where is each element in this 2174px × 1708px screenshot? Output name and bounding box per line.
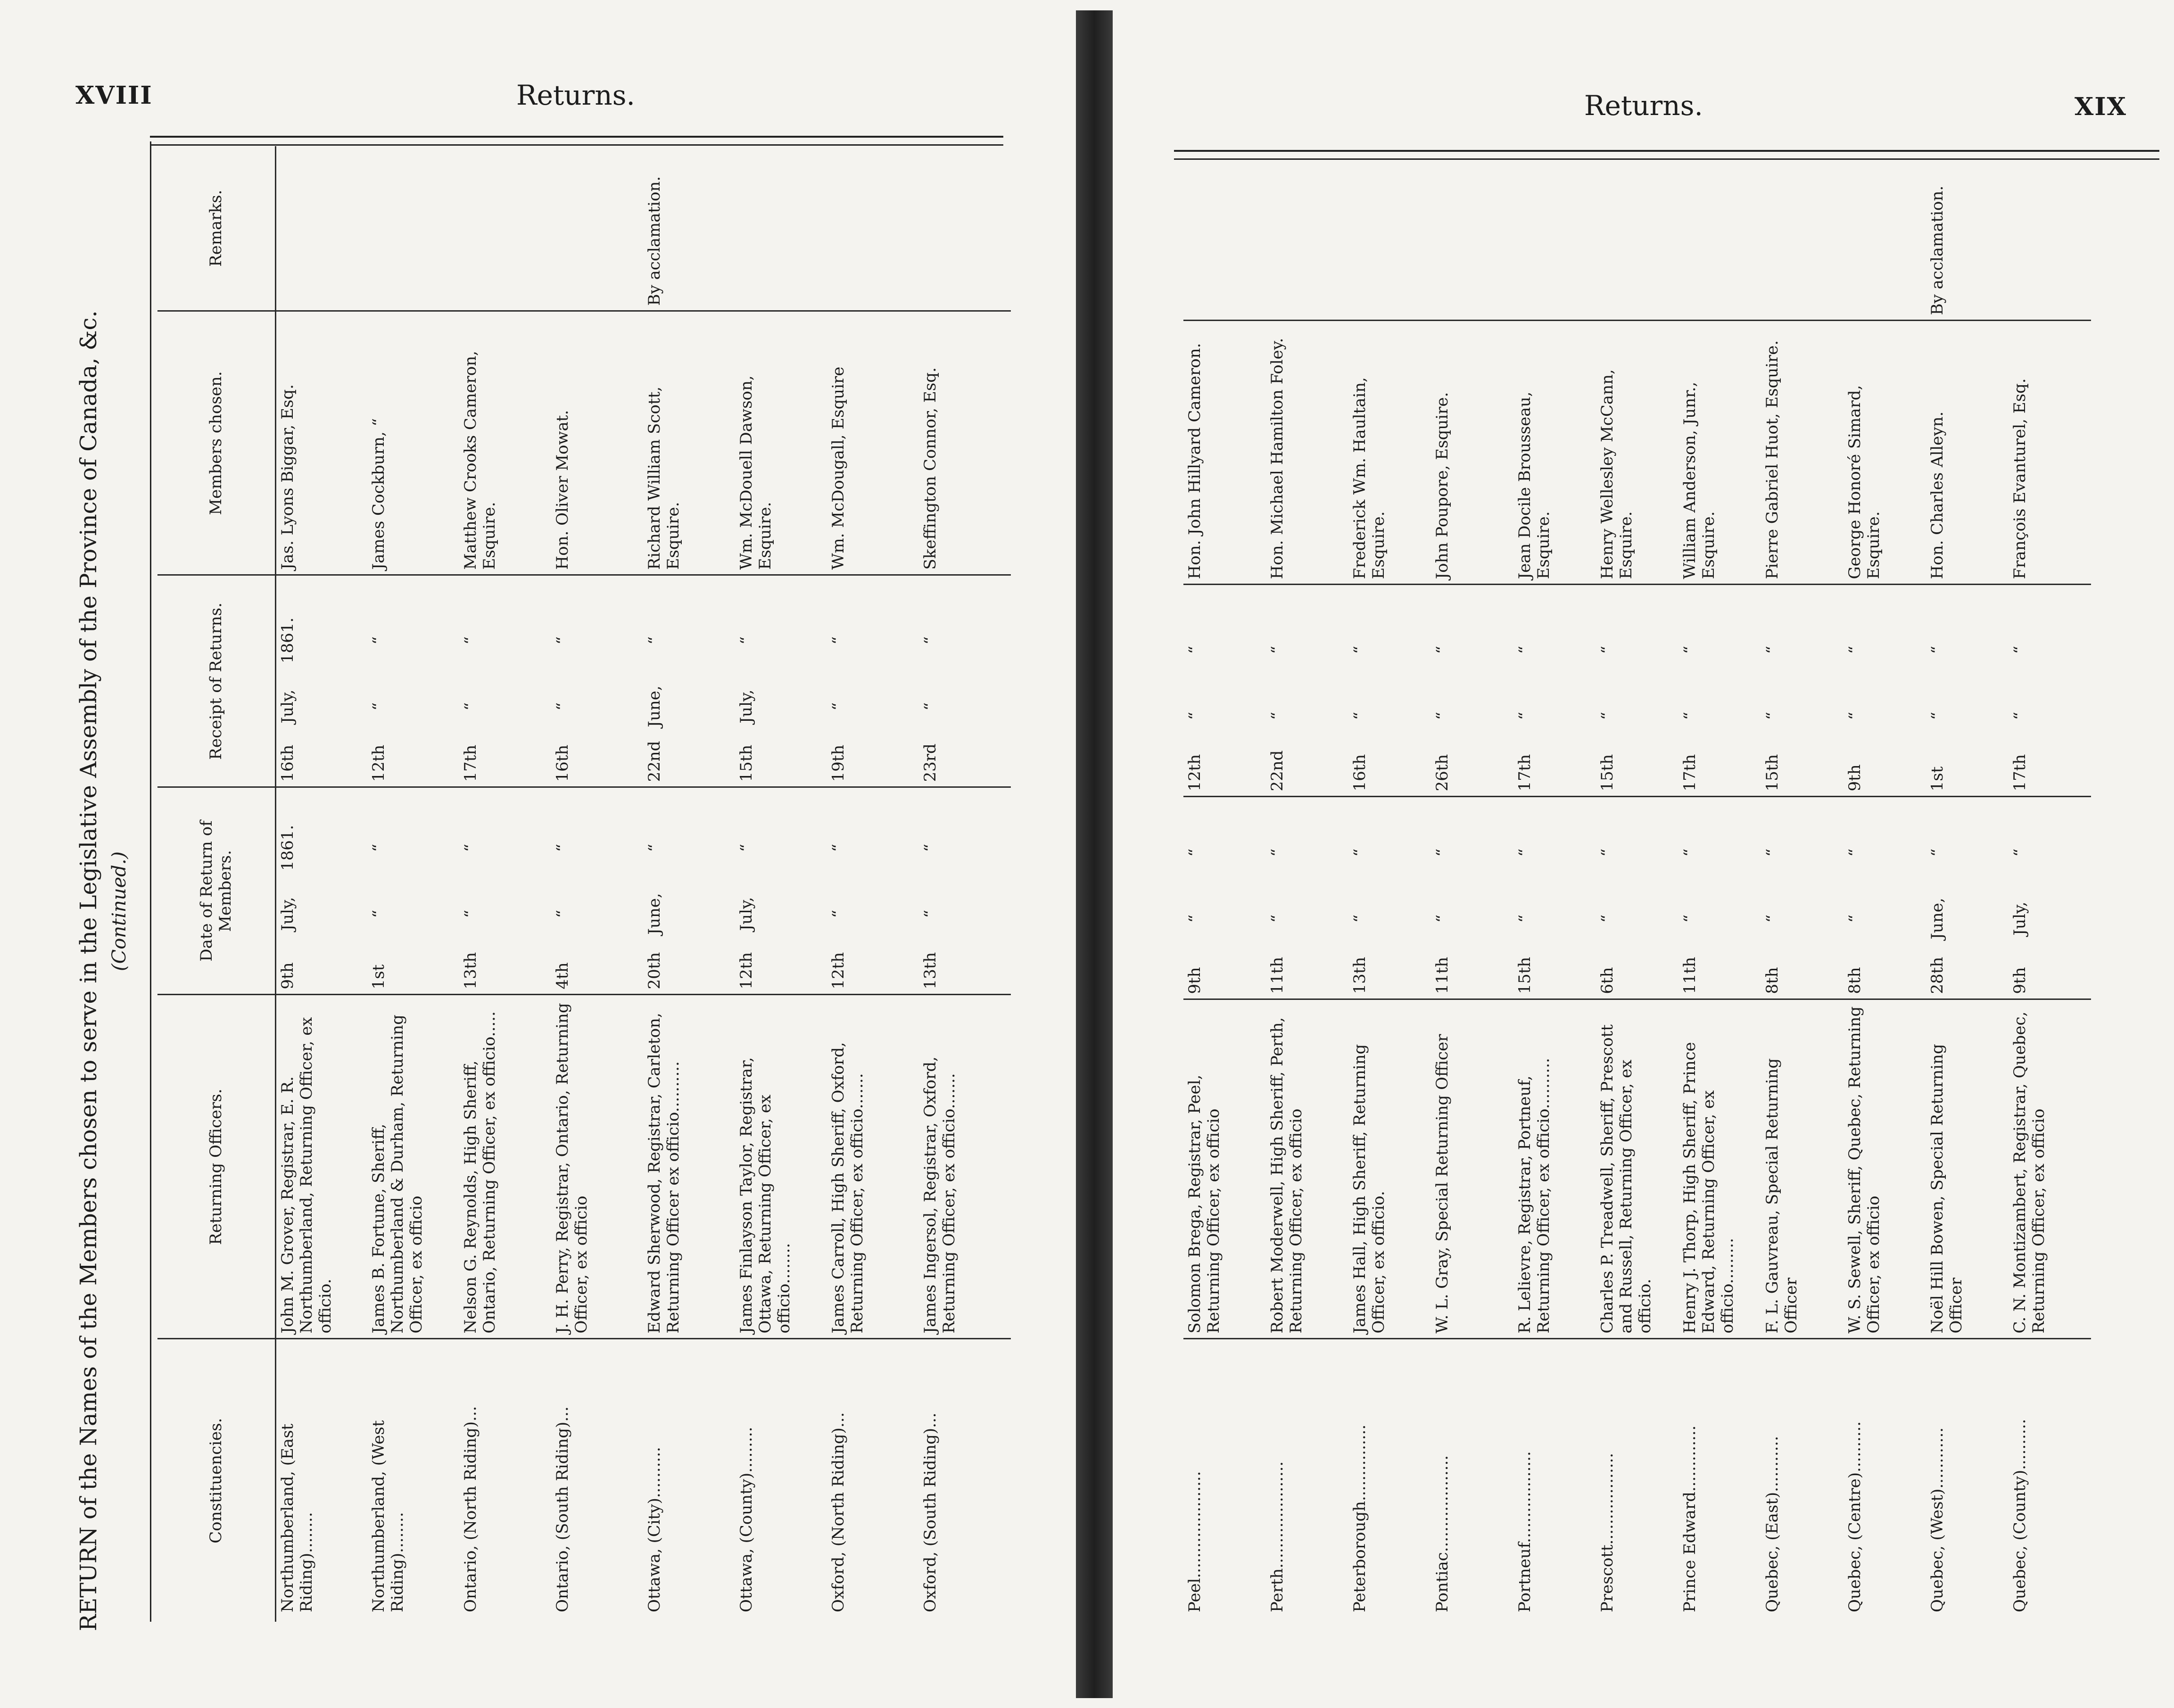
returning-officer-cell: Robert Moderwell, High Sheriff, Perth, Returning Officer, ex officio bbox=[1266, 999, 1348, 1339]
receipt-day: 26th bbox=[1433, 754, 1452, 792]
return-day: 6th bbox=[1598, 967, 1617, 994]
date-of-return-cell bbox=[459, 787, 551, 995]
receipt-day: 17th bbox=[2010, 754, 2029, 792]
return-month: “ bbox=[461, 909, 480, 918]
remarks-cell bbox=[551, 146, 643, 311]
receipt-day: 12th bbox=[369, 744, 388, 782]
page-number-left: XVIII bbox=[75, 81, 153, 110]
receipt-of-returns-cell bbox=[919, 575, 1011, 787]
receipt-day: 15th bbox=[1598, 754, 1617, 792]
receipt-day: 22nd bbox=[1268, 750, 1287, 792]
receipt-of-returns-cell bbox=[735, 575, 827, 787]
receipt-year: “ bbox=[645, 636, 664, 645]
return-month: “ bbox=[1515, 914, 1534, 923]
return-day: 28th bbox=[1928, 957, 1947, 994]
return-month: July, bbox=[737, 897, 756, 931]
constituency-cell: Quebec, (Centre).......... bbox=[1843, 1339, 1926, 1622]
table-row bbox=[459, 146, 551, 1622]
date-of-return-cell bbox=[1678, 797, 1761, 999]
returning-officer-cell: C. N. Montizambert, Registrar, Quebec, Returning Officer, ex officio bbox=[2009, 999, 2091, 1339]
return-day: 9th bbox=[1185, 967, 1204, 994]
header-remarks: Remarks. bbox=[157, 146, 275, 311]
remarks-cell bbox=[1761, 160, 1843, 321]
return-month: “ bbox=[553, 909, 572, 918]
return-year: “ bbox=[553, 843, 572, 852]
receipt-day: 9th bbox=[1845, 764, 1864, 792]
constituency-cell: Portneuf.................. bbox=[1513, 1339, 1596, 1622]
receipt-year: “ bbox=[1350, 645, 1369, 654]
date-of-return-cell bbox=[735, 787, 827, 995]
remarks-cell bbox=[275, 146, 367, 311]
receipt-month: “ bbox=[2010, 711, 2029, 720]
returning-officer-cell: John M. Grover, Registrar, E. R. Northumberland, Returning Officer, ex officio. bbox=[275, 995, 367, 1339]
constituency-cell: Perth..................... bbox=[1266, 1339, 1348, 1622]
member-chosen-cell: Hon. John Hillyard Cameron. bbox=[1183, 321, 1266, 585]
receipt-day: 19th bbox=[829, 744, 848, 782]
returning-officer-cell: Noël Hill Bowen, Special Returning Officer bbox=[1926, 999, 2009, 1339]
member-chosen-cell: François Evanturel, Esq. bbox=[2009, 321, 2091, 585]
receipt-of-returns-cell bbox=[827, 575, 919, 787]
table-row bbox=[551, 146, 643, 1622]
receipt-month: “ bbox=[1515, 711, 1534, 720]
return-day: 13th bbox=[461, 952, 480, 990]
return-month: “ bbox=[1598, 914, 1617, 923]
returning-officer-cell: James Hall, High Sheriff, Returning Officer, ex officio. bbox=[1348, 999, 1431, 1339]
returns-table-right bbox=[1183, 160, 2091, 1622]
rule-top-right bbox=[1174, 150, 2159, 160]
receipt-month: “ bbox=[1433, 711, 1452, 720]
member-chosen-cell: James Cockburn, “ bbox=[367, 311, 459, 575]
return-day: 9th bbox=[2010, 967, 2029, 994]
returning-officer-cell: R. Lelievre, Registrar, Portneuf, Returning Officer, ex officio.......... bbox=[1513, 999, 1596, 1339]
remarks-cell bbox=[919, 146, 1011, 311]
receipt-month: “ bbox=[461, 702, 480, 711]
table-row bbox=[367, 146, 459, 1622]
member-chosen-cell: George Honoré Simard, Esquire. bbox=[1843, 321, 1926, 585]
receipt-day: 16th bbox=[553, 744, 572, 782]
constituency-cell: Quebec, (West)............ bbox=[1926, 1339, 2009, 1622]
date-of-return-cell bbox=[643, 787, 735, 995]
receipt-month: July, bbox=[737, 689, 756, 724]
receipt-year: “ bbox=[1185, 645, 1204, 654]
return-year: “ bbox=[1185, 848, 1204, 857]
running-head-left: Returns. bbox=[516, 79, 635, 111]
receipt-of-returns-cell bbox=[643, 575, 735, 787]
return-day: 8th bbox=[1763, 967, 1782, 994]
receipt-month: “ bbox=[829, 702, 848, 711]
receipt-day: 17th bbox=[1680, 754, 1699, 792]
remarks-cell bbox=[827, 146, 919, 311]
return-month: July, bbox=[2010, 901, 2029, 936]
return-year: 1861. bbox=[278, 825, 297, 871]
table-row bbox=[1761, 160, 1843, 1622]
receipt-year: “ bbox=[1598, 645, 1617, 654]
remarks-cell bbox=[1266, 160, 1348, 321]
return-month: “ bbox=[921, 909, 940, 918]
returning-officer-cell: J. H. Perry, Registrar, Ontario, Returning Officer, ex officio bbox=[551, 995, 643, 1339]
return-day: 15th bbox=[1515, 957, 1534, 994]
member-chosen-cell: John Poupore, Esquire. bbox=[1431, 321, 1513, 585]
date-of-return-cell bbox=[919, 787, 1011, 995]
receipt-of-returns-cell bbox=[1513, 585, 1596, 797]
remarks-cell bbox=[1431, 160, 1513, 321]
constituency-cell: Northumberland, (East Riding)........ bbox=[275, 1339, 367, 1622]
header-receipt-of-returns: Receipt of Returns. bbox=[157, 575, 275, 787]
receipt-day: 15th bbox=[1763, 754, 1782, 792]
returning-officer-cell: James Carroll, High Sheriff, Oxford, Returning Officer, ex officio....... bbox=[827, 995, 919, 1339]
member-chosen-cell: William Anderson, Junr., Esquire. bbox=[1678, 321, 1761, 585]
date-of-return-cell bbox=[1183, 797, 1266, 999]
remarks-cell bbox=[2009, 160, 2091, 321]
receipt-month: “ bbox=[369, 702, 388, 711]
returning-officer-cell: Solomon Brega, Registrar, Peel, Returning Officer, ex officio bbox=[1183, 999, 1266, 1339]
receipt-year: “ bbox=[1845, 645, 1864, 654]
return-year: “ bbox=[461, 843, 480, 852]
return-year: “ bbox=[1350, 848, 1369, 857]
return-year: “ bbox=[2010, 848, 2029, 857]
receipt-year: “ bbox=[1268, 645, 1287, 654]
table-row bbox=[1183, 160, 1266, 1622]
return-day: 9th bbox=[278, 962, 297, 990]
receipt-year: 1861. bbox=[278, 617, 297, 664]
member-chosen-cell: Skeffington Connor, Esq. bbox=[919, 311, 1011, 575]
header-constituencies: Constituencies. bbox=[157, 1339, 275, 1622]
date-of-return-cell bbox=[1843, 797, 1926, 999]
table-row bbox=[1348, 160, 1431, 1622]
return-day: 1st bbox=[369, 964, 388, 990]
receipt-year: “ bbox=[829, 636, 848, 645]
receipt-of-returns-cell bbox=[367, 575, 459, 787]
returning-officer-cell: Nelson G. Reynolds, High Sheriff, Ontario, Returning Officer, ex officio..... bbox=[459, 995, 551, 1339]
date-of-return-cell bbox=[551, 787, 643, 995]
receipt-of-returns-cell bbox=[1431, 585, 1513, 797]
remarks-cell bbox=[367, 146, 459, 311]
returning-officer-cell: James Ingersol, Registrar, Oxford, Returning Officer, ex officio....... bbox=[919, 995, 1011, 1339]
return-month: “ bbox=[1433, 914, 1452, 923]
receipt-year: “ bbox=[1433, 645, 1452, 654]
return-year: “ bbox=[829, 843, 848, 852]
running-head-right: Returns. bbox=[1584, 90, 1703, 122]
receipt-day: 16th bbox=[278, 744, 297, 782]
receipt-year: “ bbox=[1515, 645, 1534, 654]
receipt-of-returns-cell bbox=[1596, 585, 1678, 797]
return-year: “ bbox=[1598, 848, 1617, 857]
table-row bbox=[275, 146, 367, 1622]
receipt-month: “ bbox=[1928, 711, 1947, 720]
table-row bbox=[1678, 160, 1761, 1622]
receipt-year: “ bbox=[737, 636, 756, 645]
table-row bbox=[1513, 160, 1596, 1622]
member-chosen-cell: Hon. Oliver Mowat. bbox=[551, 311, 643, 575]
receipt-day: 22nd bbox=[645, 741, 664, 782]
return-year: “ bbox=[369, 843, 388, 852]
receipt-month: “ bbox=[1350, 711, 1369, 720]
header-returning-officers: Returning Officers. bbox=[157, 995, 275, 1339]
date-of-return-cell bbox=[1761, 797, 1843, 999]
table-row bbox=[735, 146, 827, 1622]
returning-officer-cell: W. L. Gray, Special Returning Officer bbox=[1431, 999, 1513, 1339]
return-month: “ bbox=[1268, 914, 1287, 923]
receipt-of-returns-cell bbox=[459, 575, 551, 787]
receipt-day: 17th bbox=[1515, 754, 1534, 792]
constituency-cell: Ontario, (South Riding)... bbox=[551, 1339, 643, 1622]
table-row bbox=[1266, 160, 1348, 1622]
constituency-cell: Quebec, (East)........... bbox=[1761, 1339, 1843, 1622]
receipt-month: “ bbox=[553, 702, 572, 711]
return-year: “ bbox=[1845, 848, 1864, 857]
returning-officer-cell: W. S. Sewell, Sheriff, Quebec, Returning Officer, ex officio bbox=[1843, 999, 1926, 1339]
return-month: July, bbox=[278, 897, 297, 931]
return-month: “ bbox=[369, 909, 388, 918]
receipt-of-returns-cell bbox=[275, 575, 367, 787]
return-year: “ bbox=[737, 843, 756, 852]
receipt-year: “ bbox=[369, 636, 388, 645]
table-row bbox=[1926, 160, 2009, 1622]
remarks-cell: By acclamation. bbox=[645, 176, 664, 306]
constituency-cell: Ottawa, (City).......... bbox=[643, 1339, 735, 1622]
return-year: “ bbox=[1268, 848, 1287, 857]
receipt-of-returns-cell bbox=[1183, 585, 1266, 797]
receipt-month: “ bbox=[1763, 711, 1782, 720]
remarks-cell bbox=[1348, 160, 1431, 321]
return-month: “ bbox=[1185, 914, 1204, 923]
table-row bbox=[919, 146, 1011, 1622]
receipt-month: “ bbox=[921, 702, 940, 711]
table-row bbox=[1596, 160, 1678, 1622]
return-month: “ bbox=[1763, 914, 1782, 923]
constituency-cell: Pontiac................... bbox=[1431, 1339, 1513, 1622]
receipt-of-returns-cell bbox=[1678, 585, 1761, 797]
returning-officer-cell: Henry J. Thorp, High Sheriff, Prince Edward, Returning Officer, ex officio......... bbox=[1678, 999, 1761, 1339]
remarks-cell: By acclamation. bbox=[1928, 185, 1947, 315]
member-chosen-cell: Frederick Wm. Haultain, Esquire. bbox=[1348, 321, 1431, 585]
header-date-of-return: Date of Return of Members. bbox=[157, 787, 275, 995]
member-chosen-cell: Hon. Michael Hamilton Foley. bbox=[1266, 321, 1348, 585]
receipt-of-returns-cell bbox=[2009, 585, 2091, 797]
receipt-of-returns-cell bbox=[1266, 585, 1348, 797]
constituency-cell: Peterborough............... bbox=[1348, 1339, 1431, 1622]
returning-officer-cell: Edward Sherwood, Registrar, Carleton, Returning Officer ex officio.......... bbox=[643, 995, 735, 1339]
member-chosen-cell: Matthew Crooks Cameron, Esquire. bbox=[459, 311, 551, 575]
member-chosen-cell: Wm. McDougall, Esquire bbox=[827, 311, 919, 575]
right-page bbox=[1122, 0, 2174, 1708]
receipt-month: “ bbox=[1680, 711, 1699, 720]
return-year: “ bbox=[1515, 848, 1534, 857]
return-day: 8th bbox=[1845, 967, 1864, 994]
remarks-cell bbox=[459, 146, 551, 311]
left-page bbox=[0, 0, 1061, 1708]
table-row bbox=[2009, 160, 2091, 1622]
table-row bbox=[827, 146, 919, 1622]
date-of-return-cell bbox=[1348, 797, 1431, 999]
return-day: 11th bbox=[1268, 957, 1287, 994]
member-chosen-cell: Jas. Lyons Biggar, Esq. bbox=[275, 311, 367, 575]
constituency-cell: Quebec, (County).......... bbox=[2009, 1339, 2091, 1622]
return-year: “ bbox=[1680, 848, 1699, 857]
rule-left-table bbox=[150, 141, 151, 1622]
constituency-cell: Oxford, (South Riding)... bbox=[919, 1339, 1011, 1622]
date-of-return-cell bbox=[1596, 797, 1678, 999]
returns-table-left bbox=[157, 146, 1011, 1622]
table-row bbox=[1431, 160, 1513, 1622]
return-day: 11th bbox=[1433, 957, 1452, 994]
receipt-of-returns-cell bbox=[1348, 585, 1431, 797]
receipt-year: “ bbox=[921, 636, 940, 645]
table-row bbox=[643, 146, 735, 1622]
member-chosen-cell: Hon. Charles Alleyn. bbox=[1926, 321, 2009, 585]
constituency-cell: Peel..................... bbox=[1183, 1339, 1266, 1622]
receipt-month: “ bbox=[1185, 711, 1204, 720]
return-year: “ bbox=[1928, 848, 1947, 857]
receipt-month: July, bbox=[278, 689, 297, 724]
table-subtitle: (Continued.) bbox=[108, 851, 130, 971]
constituency-cell: Northumberland, (West Riding)........ bbox=[367, 1339, 459, 1622]
receipt-day: 12th bbox=[1185, 754, 1204, 792]
remarks-cell bbox=[735, 146, 827, 311]
date-of-return-cell bbox=[1926, 797, 2009, 999]
receipt-year: “ bbox=[1763, 645, 1782, 654]
remarks-cell bbox=[1183, 160, 1266, 321]
date-of-return-cell bbox=[1513, 797, 1596, 999]
header-members-chosen: Members chosen. bbox=[157, 311, 275, 575]
receipt-day: 15th bbox=[737, 744, 756, 782]
receipt-day: 1st bbox=[1928, 766, 1947, 792]
constituency-cell: Prescott.................. bbox=[1596, 1339, 1678, 1622]
return-day: 12th bbox=[829, 952, 848, 990]
return-day: 20th bbox=[645, 952, 664, 990]
date-of-return-cell bbox=[1266, 797, 1348, 999]
return-day: 11th bbox=[1680, 957, 1699, 994]
receipt-of-returns-cell bbox=[1761, 585, 1843, 797]
constituency-cell: Prince Edward............. bbox=[1678, 1339, 1761, 1622]
return-month: June, bbox=[645, 893, 664, 935]
returning-officer-cell: James B. Fortune, Sheriff, Northumberland & Durham, Returning Officer, ex officio bbox=[367, 995, 459, 1339]
rule-top-left bbox=[150, 136, 1003, 146]
receipt-month: “ bbox=[1845, 711, 1864, 720]
page-number-right: XIX bbox=[2075, 92, 2127, 121]
date-of-return-cell bbox=[827, 787, 919, 995]
member-chosen-cell: Richard William Scott, Esquire. bbox=[643, 311, 735, 575]
member-chosen-cell: Henry Wellesley McCann, Esquire. bbox=[1596, 321, 1678, 585]
receipt-day: 17th bbox=[461, 744, 480, 782]
receipt-of-returns-cell bbox=[1926, 585, 2009, 797]
return-month: June, bbox=[1928, 898, 1947, 940]
return-year: “ bbox=[1763, 848, 1782, 857]
return-day: 4th bbox=[553, 962, 572, 990]
returning-officer-cell: James Finlayson Taylor, Registrar, Ottawa, Returning Officer, ex officio........ bbox=[735, 995, 827, 1339]
receipt-day: 16th bbox=[1350, 754, 1369, 792]
remarks-cell bbox=[1843, 160, 1926, 321]
return-month: “ bbox=[829, 909, 848, 918]
return-day: 13th bbox=[921, 952, 940, 990]
remarks-cell bbox=[1678, 160, 1761, 321]
constituency-cell: Ottawa, (County)......... bbox=[735, 1339, 827, 1622]
table-title: RETURN of the Names of the Members chosen to serve in the Legislative Assembly of the Province of Canada, &c. bbox=[75, 310, 102, 1631]
receipt-month: June, bbox=[645, 685, 664, 727]
receipt-year: “ bbox=[553, 636, 572, 645]
receipt-month: “ bbox=[1598, 711, 1617, 720]
remarks-cell bbox=[1513, 160, 1596, 321]
member-chosen-cell: Jean Docile Brousseau, Esquire. bbox=[1513, 321, 1596, 585]
receipt-year: “ bbox=[1680, 645, 1699, 654]
book-gutter bbox=[1076, 10, 1113, 1698]
date-of-return-cell bbox=[367, 787, 459, 995]
remarks-cell bbox=[1596, 160, 1678, 321]
receipt-month: “ bbox=[1268, 711, 1287, 720]
return-year: “ bbox=[921, 843, 940, 852]
return-day: 13th bbox=[1350, 957, 1369, 994]
returning-officer-cell: Charles P. Treadwell, Sheriff, Prescott and Russell, Returning Officer, ex officio. bbox=[1596, 999, 1678, 1339]
return-month: “ bbox=[1350, 914, 1369, 923]
receipt-year: “ bbox=[461, 636, 480, 645]
receipt-of-returns-cell bbox=[551, 575, 643, 787]
date-of-return-cell bbox=[275, 787, 367, 995]
return-year: “ bbox=[1433, 848, 1452, 857]
member-chosen-cell: Wm. McDouell Dawson, Esquire. bbox=[735, 311, 827, 575]
returning-officer-cell: F. L. Gauvreau, Special Returning Officer bbox=[1761, 999, 1843, 1339]
receipt-of-returns-cell bbox=[1843, 585, 1926, 797]
member-chosen-cell: Pierre Gabriel Huot, Esquire. bbox=[1761, 321, 1843, 585]
return-day: 12th bbox=[737, 952, 756, 990]
return-month: “ bbox=[1845, 914, 1864, 923]
constituency-cell: Oxford, (North Riding)... bbox=[827, 1339, 919, 1622]
receipt-year: “ bbox=[1928, 645, 1947, 654]
date-of-return-cell bbox=[1431, 797, 1513, 999]
receipt-year: “ bbox=[2010, 645, 2029, 654]
date-of-return-cell bbox=[2009, 797, 2091, 999]
return-month: “ bbox=[1680, 914, 1699, 923]
receipt-day: 23rd bbox=[921, 743, 940, 782]
constituency-cell: Ontario, (North Riding)... bbox=[459, 1339, 551, 1622]
table-row bbox=[1843, 160, 1926, 1622]
return-year: “ bbox=[645, 843, 664, 852]
